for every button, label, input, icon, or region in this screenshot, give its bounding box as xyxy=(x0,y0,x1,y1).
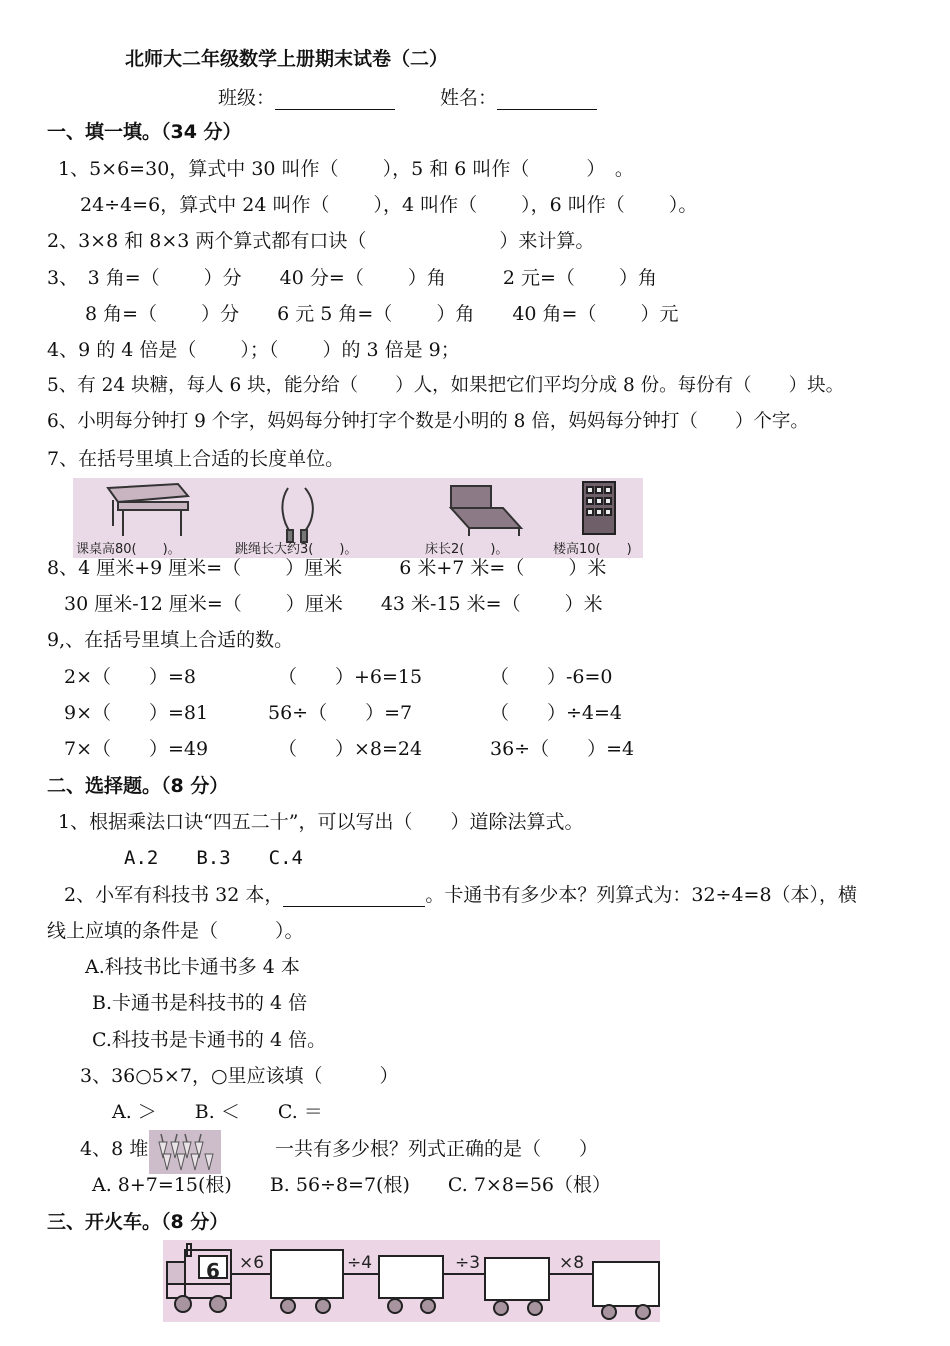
q9-r1c2: （ ）+6=15 xyxy=(278,666,423,688)
q9-r3c1: 7×（ ）=49 xyxy=(64,738,209,760)
s2-q4-post: 一共有多少根？列式正确的是（ ） xyxy=(275,1138,599,1160)
q9-r3c2: （ ）×8=24 xyxy=(278,738,423,760)
q9: 9,、在括号里填上合适的数。 xyxy=(47,629,294,651)
s2-q4-pre: 4、8 堆 xyxy=(80,1138,149,1160)
caption-desk: 课桌高80( )。 xyxy=(76,542,181,557)
train-op-4: ×8 xyxy=(559,1253,585,1273)
locomotive-icon xyxy=(167,1244,231,1312)
q9-r2c2: 56÷（ ）=7 xyxy=(268,702,413,724)
building-icon xyxy=(583,482,615,534)
train-start-number: 6 xyxy=(206,1259,220,1283)
s2-q2-option-a: A.科技书比卡通书多 4 本 xyxy=(85,956,300,978)
caption-rope: 跳绳长大约3( )。 xyxy=(235,542,358,557)
section3-heading: 三、开火车。（8 分） xyxy=(47,1211,229,1233)
length-units-picture xyxy=(73,478,643,558)
train-illustration xyxy=(163,1240,660,1322)
caption-bed: 床长2( )。 xyxy=(425,542,509,557)
q9-r2c3: （ ）÷4=4 xyxy=(490,702,623,724)
s2-q4-options: A. 8+7=15(根) B. 56÷8=7(根) C. 7×8=56（根） xyxy=(92,1174,612,1196)
q9-r2c1: 9×（ ）=81 xyxy=(64,702,209,724)
q2: 2、3×8 和 8×3 两个算式都有口诀（ ）来计算。 xyxy=(47,230,595,252)
name-blank[interactable] xyxy=(497,89,597,110)
s2-q2-line1 xyxy=(64,883,857,907)
s2-q3: 3、36○5×7，○里应该填（ ） xyxy=(80,1065,399,1087)
q9-r3c3: 36÷（ ）=4 xyxy=(490,738,635,760)
q8-line1: 8、4 厘米+9 厘米=（ ）厘米 6 米+7 米=（ ）米 xyxy=(47,557,607,579)
q9-r1c1: 2×（ ）=8 xyxy=(64,666,197,688)
class-label: 班级： xyxy=(218,87,276,109)
q6: 6、小明每分钟打 9 个字，妈妈每分钟打字个数是小明的 8 倍，妈妈每分钟打（ ）个字。 xyxy=(47,411,809,432)
q3-line2: 8 角=（ ）分 6 元 5 角=（ ）角 40 角=（ ）元 xyxy=(85,303,679,325)
s2-q1: 1、根据乘法口诀“四五二十”，可以写出（ ）道除法算式。 xyxy=(58,811,584,833)
s2-q2-line2: 线上应填的条件是（ ）。 xyxy=(47,920,304,942)
class-blank[interactable] xyxy=(275,89,395,110)
train-car-4 xyxy=(593,1262,659,1319)
train-car-3 xyxy=(485,1258,549,1315)
q3-line1: 3、 3 角=（ ）分 40 分=（ ）角 2 元=（ ）角 xyxy=(47,267,657,289)
q8-line2: 30 厘米-12 厘米=（ ）厘米 43 米-15 米=（ ）米 xyxy=(64,593,603,615)
jump-rope-icon xyxy=(282,488,312,542)
train-car-2 xyxy=(379,1256,443,1313)
q9-r1c3: （ ）-6=0 xyxy=(490,666,613,688)
q1-line1: 1、5×6=30，算式中 30 叫作（ ），5 和 6 叫作（ ） 。 xyxy=(58,158,634,180)
section2-heading: 二、选择题。（8 分） xyxy=(47,775,229,797)
name-field xyxy=(440,86,597,110)
s2-q2-blank[interactable] xyxy=(283,886,425,907)
section1-heading: 一、填一填。（34 分） xyxy=(47,121,242,143)
q1-line2: 24÷4=6，算式中 24 叫作（ ），4 叫作（ ），6 叫作（ ）。 xyxy=(80,194,698,216)
q5: 5、有 24 块糖，每人 6 块，能分给（ ）人，如果把它们平均分成 8 份。每份有（ ）块。 xyxy=(47,375,845,396)
s2-q2-option-b: B.卡通书是科技书的 4 倍 xyxy=(92,992,308,1014)
carrots-picture xyxy=(149,1130,221,1174)
class-field xyxy=(218,86,395,110)
train-op-1: ×6 xyxy=(239,1253,265,1273)
desk-icon xyxy=(108,484,188,536)
s2-q2-option-c: C.科技书是卡通书的 4 倍。 xyxy=(92,1029,327,1051)
exam-title: 北师大二年级数学上册期末试卷（二） xyxy=(125,48,449,70)
s2-q2-post: 。卡通书有多少本？列算式为：32÷4=8（本），横 xyxy=(425,884,858,906)
train-picture xyxy=(163,1240,660,1322)
s2-q1-options: A.2 B.3 C.4 xyxy=(124,847,303,869)
train-op-3: ÷3 xyxy=(455,1253,481,1273)
bed-icon xyxy=(451,486,521,536)
train-op-2: ÷4 xyxy=(347,1253,373,1273)
carrot-icon xyxy=(149,1130,221,1174)
q4: 4、9 的 4 倍是（ ）；（ ）的 3 倍是 9； xyxy=(47,339,460,361)
train-car-1 xyxy=(271,1250,343,1313)
q7: 7、在括号里填上合适的长度单位。 xyxy=(47,448,345,470)
s2-q2-pre: 2、小军有科技书 32 本， xyxy=(64,884,284,906)
name-label: 姓名： xyxy=(440,87,498,109)
caption-building: 楼高10( ) xyxy=(553,542,632,557)
s2-q3-options: A. ＞ B. ＜ C. ＝ xyxy=(112,1101,323,1123)
